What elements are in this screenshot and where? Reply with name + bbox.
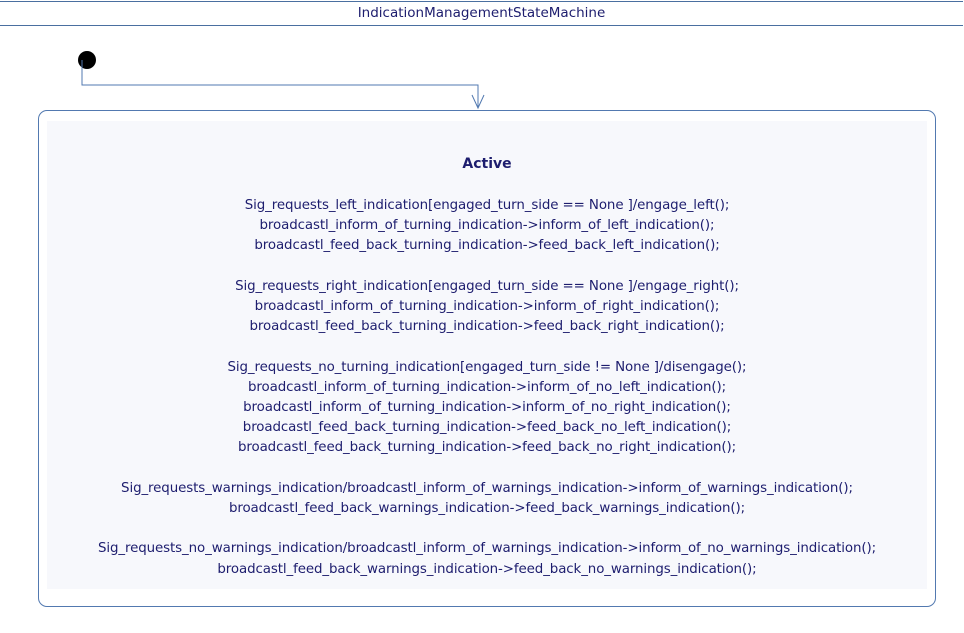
diagram-title: IndicationManagementStateMachine xyxy=(0,1,963,26)
behavior-line: broadcastl_inform_of_turning_indication->inform_of_no_left_indication(); xyxy=(247,379,727,395)
behavior-line: broadcastl_feed_back_turning_indication->feed_back_right_indication(); xyxy=(249,319,725,335)
behavior-line: Sig_requests_no_turning_indication[engaged_turn_side != None ]/disengage(); xyxy=(227,359,747,375)
behavior-line: broadcastl_inform_of_turning_indication->inform_of_left_indication(); xyxy=(259,218,715,234)
behavior-line: broadcastl_feed_back_warnings_indication->feed_back_warnings_indication(); xyxy=(228,501,746,516)
behavior-group xyxy=(47,479,927,519)
state-compartment xyxy=(47,121,927,589)
behavior-line: broadcastl_inform_of_turning_indication->inform_of_right_indication(); xyxy=(254,299,720,314)
initial-pseudostate[interactable] xyxy=(78,51,96,69)
behavior-line: broadcastl_feed_back_turning_indication->feed_back_no_right_indication(); xyxy=(237,440,737,456)
behavior-line: broadcastl_inform_of_turning_indication->inform_of_no_right_indication(); xyxy=(243,400,731,415)
state-behaviors xyxy=(47,196,927,600)
behavior-line: broadcastl_feed_back_warnings_indication->feed_back_no_warnings_indication(); xyxy=(217,561,757,577)
behavior-line: Sig_requests_no_warnings_indication/broadcastl_inform_of_warnings_indication->inform_of_no_warnings_indication(); xyxy=(97,541,877,557)
behavior-group xyxy=(47,539,927,579)
behavior-group xyxy=(47,196,927,257)
initial-transition[interactable] xyxy=(82,60,478,108)
behavior-line: Sig_requests_right_indication[engaged_turn_side == None ]/engage_right(); xyxy=(235,278,739,294)
behavior-line: Sig_requests_left_indication[engaged_turn_side == None ]/engage_left(); xyxy=(244,198,730,213)
behavior-line: Sig_requests_warnings_indication/broadcastl_inform_of_warnings_indication->inform_of_warnings_indication(); xyxy=(121,480,853,496)
behavior-line: broadcastl_feed_back_turning_indication->feed_back_no_left_indication(); xyxy=(242,420,732,436)
behavior-group xyxy=(47,358,927,459)
state-active[interactable] xyxy=(38,110,936,607)
behavior-group xyxy=(47,277,927,338)
state-name: Active xyxy=(462,156,512,172)
behavior-line: broadcastl_feed_back_turning_indication->feed_back_left_indication(); xyxy=(254,238,720,254)
